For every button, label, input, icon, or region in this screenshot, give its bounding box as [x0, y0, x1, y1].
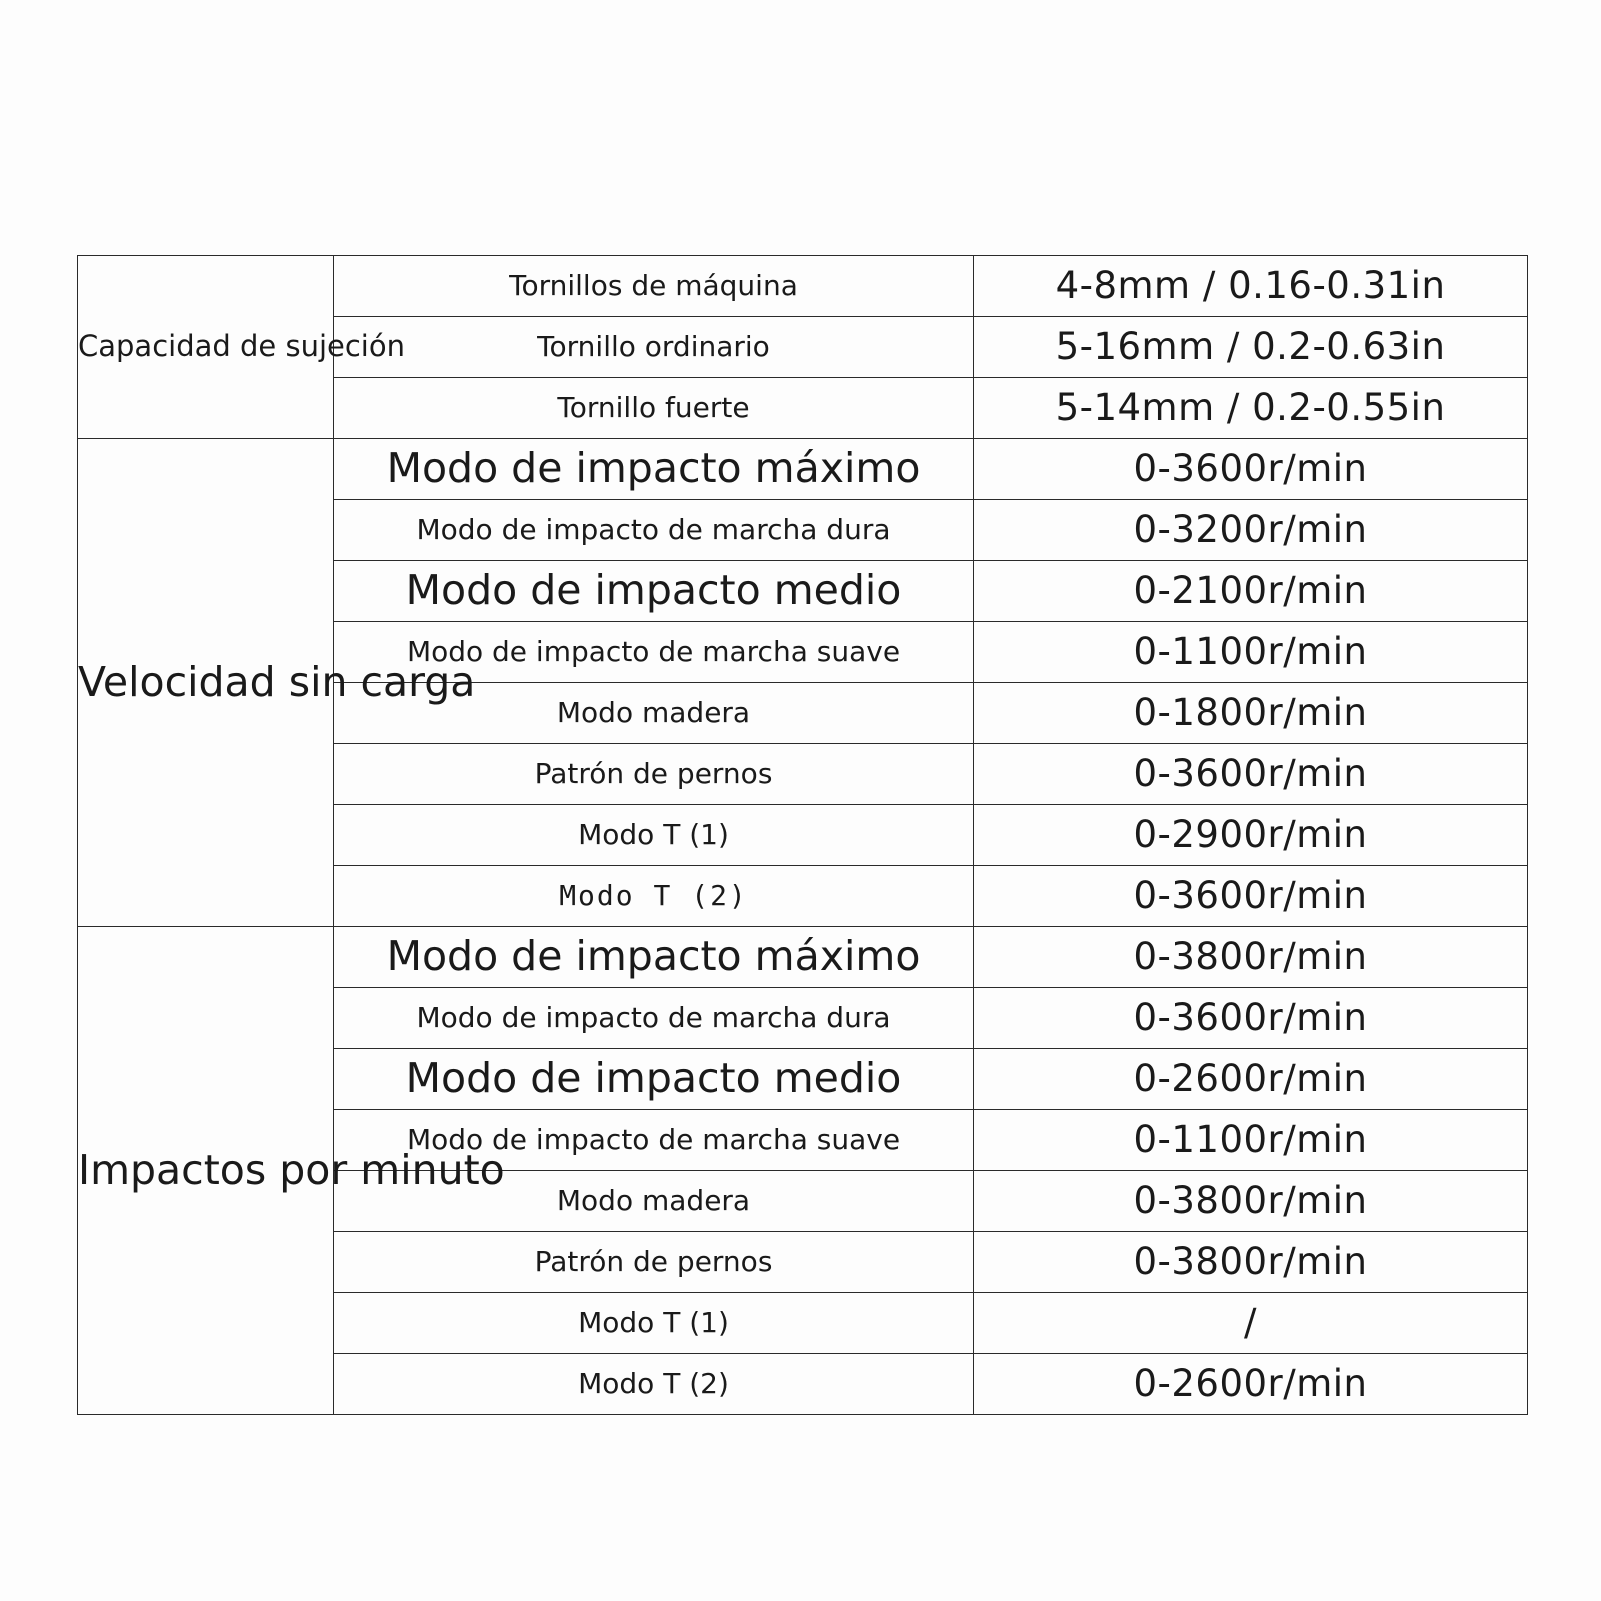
category-cell-impacts-per-minute: Impactos por minuto	[78, 927, 334, 1415]
mode-cell: Patrón de pernos	[334, 744, 974, 805]
mode-cell: Modo de impacto medio	[334, 561, 974, 622]
value-cell: 0-3800r/min	[974, 1171, 1528, 1232]
mode-cell: Modo de impacto medio	[334, 1049, 974, 1110]
value-cell: 5-16mm / 0.2-0.63in	[974, 317, 1528, 378]
mode-cell: Tornillo fuerte	[334, 378, 974, 439]
mode-cell: Modo madera	[334, 683, 974, 744]
mode-cell: Tornillos de máquina	[334, 256, 974, 317]
value-cell: 0-1100r/min	[974, 622, 1528, 683]
value-cell: 4-8mm / 0.16-0.31in	[974, 256, 1528, 317]
mode-cell: Modo de impacto de marcha dura	[334, 500, 974, 561]
category-cell-no-load-speed: Velocidad sin carga	[78, 439, 334, 927]
mode-cell: Modo T (1)	[334, 805, 974, 866]
table-row	[78, 927, 1528, 988]
value-cell: 0-3600r/min	[974, 988, 1528, 1049]
mode-cell: Modo T (1)	[334, 1293, 974, 1354]
table-row	[78, 439, 1528, 500]
category-cell-holding-capacity: Capacidad de sujeción	[78, 256, 334, 439]
value-cell: 0-2600r/min	[974, 1354, 1528, 1415]
value-cell: 0-3600r/min	[974, 866, 1528, 927]
mode-cell: Modo T (2)	[334, 866, 974, 927]
spec-table	[77, 255, 1528, 1415]
value-cell: 5-14mm / 0.2-0.55in	[974, 378, 1528, 439]
value-cell: 0-2900r/min	[974, 805, 1528, 866]
mode-cell: Modo de impacto de marcha suave	[334, 622, 974, 683]
value-cell: 0-3800r/min	[974, 1232, 1528, 1293]
mode-cell: Modo de impacto de marcha dura	[334, 988, 974, 1049]
value-cell: 0-2100r/min	[974, 561, 1528, 622]
value-cell: 0-3800r/min	[974, 927, 1528, 988]
table-row	[78, 256, 1528, 317]
value-cell: 0-3600r/min	[974, 439, 1528, 500]
value-cell: 0-2600r/min	[974, 1049, 1528, 1110]
value-cell: /	[974, 1293, 1528, 1354]
mode-cell: Patrón de pernos	[334, 1232, 974, 1293]
value-cell: 0-3600r/min	[974, 744, 1528, 805]
value-cell: 0-1800r/min	[974, 683, 1528, 744]
mode-cell: Modo T (2)	[334, 1354, 974, 1415]
value-cell: 0-1100r/min	[974, 1110, 1528, 1171]
mode-cell: Modo de impacto máximo	[334, 439, 974, 500]
mode-cell: Modo de impacto máximo	[334, 927, 974, 988]
value-cell: 0-3200r/min	[974, 500, 1528, 561]
mode-cell: Tornillo ordinario	[334, 317, 974, 378]
mode-cell: Modo madera	[334, 1171, 974, 1232]
mode-cell: Modo de impacto de marcha suave	[334, 1110, 974, 1171]
